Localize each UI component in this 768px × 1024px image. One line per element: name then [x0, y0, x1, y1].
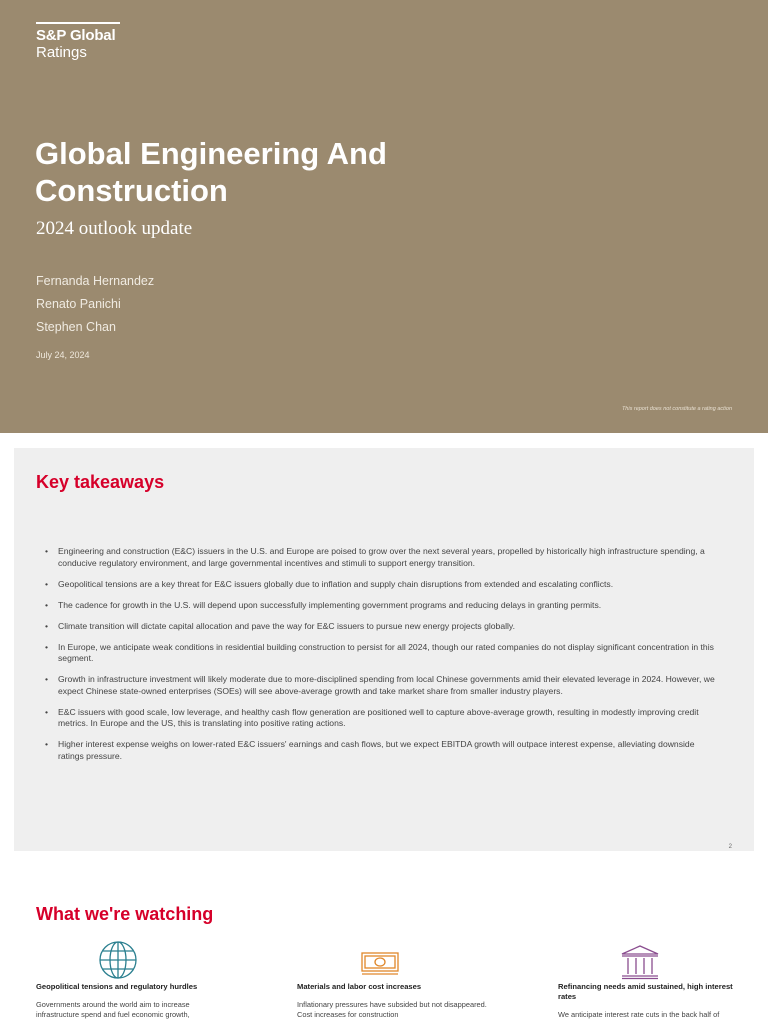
logo-text-secondary: Ratings [36, 44, 87, 61]
watch-column-costs [297, 940, 487, 1020]
money-icon [297, 940, 487, 982]
author-list [36, 270, 154, 339]
list-item: • Geopolitical tensions are a key threat for E&C issuers globally due to inflation and supply chain disruptions from extended and escalating conflicts. [42, 579, 722, 591]
key-takeaways-title: Key takeaways [36, 472, 165, 492]
cover-section [0, 0, 768, 433]
list-item: • Higher interest expense weighs on lower-rated E&C issuers' earnings and cash flows, but we expect EBITDA growth will outpace interest expense, alleviating downside ratings pressure. [42, 739, 722, 762]
watching-title: What we're watching [36, 904, 214, 924]
watch-heading: Geopolitical tensions and regulatory hurdles [36, 982, 198, 991]
rating-disclaimer: This report does not constitute a rating action [621, 406, 732, 412]
globe-icon [36, 940, 226, 982]
logo-text-primary: S&P Global [36, 27, 116, 44]
logo-rule [36, 22, 120, 24]
watch-heading: Materials and labor cost increases [297, 982, 422, 991]
page-number: 2 [728, 844, 732, 850]
key-takeaways-panel [14, 448, 754, 851]
sp-global-logo [36, 22, 120, 62]
list-item: • Growth in infrastructure investment will likely moderate due to more-disciplined spending from local Chinese governments amid their elevated leverage in 2024. However, we expect Chinese state-owned enterprises (SOEs) will see above-average growth and take market share from smaller industry players. [42, 674, 722, 697]
publish-date: July 24, 2024 [36, 350, 90, 360]
author-name: Fernanda Hernandez [36, 274, 155, 288]
list-item: • The cadence for growth in the U.S. will depend upon successfully implementing government programs and reducing delays in granting permits. [42, 600, 722, 612]
takeaways-list [42, 546, 722, 772]
watch-text: We anticipate interest rate cuts in the back half of [558, 1010, 720, 1019]
bank-icon [558, 940, 748, 982]
watch-text: Governments around the world aim to increase infrastructure spend and fuel economic growth, [36, 1000, 190, 1019]
watch-column-refinancing [558, 940, 748, 1020]
watch-text: Inflationary pressures have subsided but not disappeared. Cost increases for construction [297, 1000, 487, 1019]
list-item: • Climate transition will dictate capital allocation and pave the way for E&C issuers to pursue new energy projects globally. [42, 621, 722, 633]
report-subtitle: 2024 outlook update [36, 218, 193, 239]
report-title: Global Engineering And Construction [35, 136, 387, 208]
list-item: • E&C issuers with good scale, low leverage, and healthy cash flow generation are positioned well to capture above-average growth, resulting in modestly improving credit metrics. In Europe and the US, this is translating into positive rating actions. [42, 707, 722, 730]
list-item: • Engineering and construction (E&C) issuers in the U.S. and Europe are poised to grow over the next several years, propelled by historically high infrastructure spending, a conducive regulatory environment, and large governmental incentives and stimuli to support energy transition. [42, 546, 722, 569]
watch-heading: Refinancing needs amid sustained, high interest rates [558, 982, 733, 1001]
watch-column-geopolitical [36, 940, 226, 1020]
list-item: • In Europe, we anticipate weak conditions in residential building construction to persist for all 2024, though our rated companies do not display significant concentration in this segment. [42, 642, 722, 665]
author-name: Renato Panichi [36, 297, 121, 311]
author-name: Stephen Chan [36, 320, 116, 334]
